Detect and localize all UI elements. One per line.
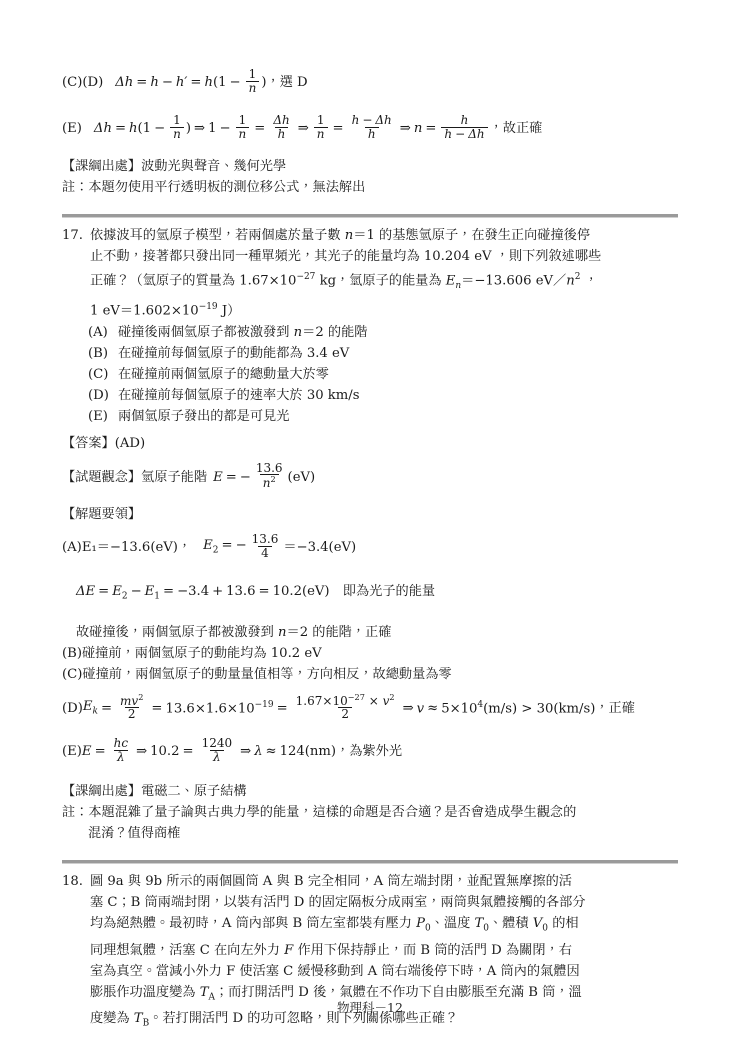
prev-e-seg1: Δh = h(1 − <box>93 121 166 137</box>
q18-line-3b: 、溫度 <box>430 916 471 932</box>
q18-line-2: 塞 C；B 筒兩端封閉，以裝有活門 D 的固定隔板分成兩室，兩筒與氣體接觸的各部分 <box>90 895 586 911</box>
prev-e-conclusion: ，故正確 <box>489 121 543 137</box>
q17-stem-line-3: 正確？（氫原子的質量為 $1.67\times 10^{-27}$ kg，氫原子的能量為 $E_n=-13.606$ $eV/n^2$ ， <box>90 272 598 292</box>
q17-solution-d-f2-num: $1.67\times 10^{-27} \times v^2$ <box>295 691 395 708</box>
prev-e-f2-den: n <box>236 127 250 141</box>
q17-note-text-line1: 本題混雜了量子論與古典力學的能量，這樣的命題是否合適？是否會造成學生觀念的 <box>88 805 577 821</box>
prev-e-fraction-5 <box>349 114 395 140</box>
q17-concept-fraction-den: $n^2$ <box>260 474 279 490</box>
q17-solution-e-lhs: E = <box>81 743 106 759</box>
prev-e-fraction-4 <box>314 114 328 140</box>
prev-choice-cd-expr-lhs: Δh = h − h′ = h(1 − <box>115 74 241 90</box>
q17-solution-e-fraction-2 <box>199 737 236 763</box>
q17-solution-d-f1-den: 2 <box>125 707 139 721</box>
prev-e-fraction-1 <box>170 114 184 140</box>
prev-choice-e-line <box>62 113 678 142</box>
q17-solution-d-line: (D) $E_k$ = $\frac{mv^2}{2}$ = $13.6\times 1.6\times 10^{-19}$ = $\frac{1.67\times 10^{-27} \times v^2}{2}$ ⇒ $v \approx 5\times 10^4(m/s) > 30(km/s)$ ，正確 <box>62 691 635 722</box>
q18-line-7b: 。若打開活門 D 的功可忽略，則下列關係哪些正確？ <box>149 1011 459 1027</box>
q17-solution-a-line <box>62 532 678 561</box>
q18-line-4a: 同理想氣體，活塞 C 在向左外力 <box>90 942 280 958</box>
q17-solution-e-rhs: ⇒ λ ≈ 124(nm) <box>240 743 337 759</box>
prev-choice-cd-label: (C)(D) <box>62 74 104 90</box>
q17-choice-d-text: 在碰撞前每個氫原子的速率大於 30 km/s <box>118 387 360 403</box>
q17-answer-row <box>62 433 678 454</box>
prev-e-seg2: ) ⇒ 1 − <box>185 121 231 137</box>
q17-solution-d-eq4: ⇒ $v \approx 5\times 10^4(m/s) > 30(km/s)$ <box>402 699 596 717</box>
q18-line-4b: 作用下保持靜止，而 B 筒的活門 D 為關閉，右 <box>297 942 572 958</box>
q17-concept-label: 【試題觀念】 <box>62 469 142 485</box>
q17-choice-a[interactable] <box>62 322 678 343</box>
q17-note-label: 註： <box>62 805 89 821</box>
q18-line-3c: 、體積 <box>489 916 529 932</box>
q17-answer-value: (AD) <box>114 435 146 451</box>
q17-choice-b[interactable] <box>62 343 678 364</box>
q17-stem-line-4b: J） <box>221 303 241 319</box>
q17-choice-b-label: (B) <box>88 345 108 361</box>
q17-choice-d-label: (D) <box>88 387 109 403</box>
prev-e-f4-den: n <box>314 127 328 141</box>
q17-solution-e-f2-den: λ <box>210 750 224 764</box>
page-content <box>62 67 678 1035</box>
prev-note-row <box>62 177 678 198</box>
prev-choice-cd-expr-rhs: ) <box>261 74 267 90</box>
question-17 <box>62 225 678 321</box>
question-17-stem <box>90 225 678 321</box>
q17-solution-d-conclusion: ，正確 <box>595 700 635 716</box>
prev-e-fraction-6 <box>441 114 487 140</box>
q17-solution-a-concl-part1: 故碰撞後，兩個氫原子都被激發到 <box>76 624 274 640</box>
q17-solution-a-e2-lhs: $E_2$ = − <box>203 538 247 556</box>
prev-cd-fraction <box>246 68 260 94</box>
prev-note-text: 本題勿使用平行透明板的測位移公式，無法解出 <box>88 180 366 196</box>
prev-cd-fraction-denominator: n <box>246 81 260 95</box>
q18-line-7: 度變為 $T_B$。若打開活門 D 的功可忽略，則下列關係哪些正確？ <box>90 1011 459 1030</box>
q17-stem-line-1b: ＝1 的基態氫原子，在發生正向碰撞後停 <box>353 228 591 244</box>
prev-e-seg5: = <box>332 121 344 137</box>
q17-solution-e-f1-den: λ <box>114 750 128 764</box>
q17-answer-label: 【答案】 <box>62 435 115 451</box>
q17-concept-fraction-num: 13.6 <box>255 460 283 475</box>
q18-line-6a: 膨脹作功溫度變為 <box>90 984 196 1000</box>
q17-choice-a-text-part2: ＝2 的能階 <box>302 324 368 340</box>
q17-concept-formula-lhs: E = − <box>213 469 251 485</box>
q17-solution-a-delta-line: $\Delta E = E_2 - E_1 = -3.4 + 13.6 = 10.2(eV)$ 即為光子的能量 <box>76 584 436 602</box>
prev-e-f3-num: Δh <box>273 113 290 128</box>
q17-solution-a-fraction-num: 13.6 <box>251 532 279 547</box>
prev-e-f6-den: h − Δh <box>441 127 487 141</box>
page-footer: 物理科－12 <box>337 1000 403 1015</box>
prev-cd-fraction-numerator: 1 <box>248 67 257 82</box>
q17-stem-line-4: 1 $eV=1.602\times 10^{-19}$ J） <box>90 302 241 319</box>
q18-line-3: 均為絕熱體。最初時，A 筒內部與 B 筒左室都裝有壓力 $P_0$、溫度 $T_0$、體積 $V_0$ 的相 <box>90 916 579 934</box>
q18-line-4: 同理想氣體，活塞 C 在向左外力 F 作用下保持靜止，而 B 筒的活門 D 為關閉，右 <box>90 942 572 958</box>
prev-syllabus-line: 【課綱出處】波動光與聲音、幾何光學 <box>62 159 287 175</box>
q17-choice-e[interactable] <box>62 406 678 427</box>
q17-solution-a-fraction <box>249 533 282 559</box>
q17-concept-formula-rhs: (eV) <box>287 469 316 485</box>
q17-stem-line-2: 止不動，接著都只發出同一種單頻光，其光子的能量均為 10.204 eV ，則下列敘述哪些 <box>90 249 602 265</box>
question-17-number: 17. <box>62 228 83 244</box>
q17-solution-d-f2-den: 2 <box>338 707 352 721</box>
q17-choice-c-label: (C) <box>88 366 109 382</box>
q17-solution-e-mid: ⇒ 10.2 = <box>136 743 194 759</box>
q17-solution-a-e2-rhs: ＝−3.4(eV) <box>283 539 357 555</box>
q17-choice-c[interactable] <box>62 364 678 385</box>
q17-solution-d-ek: $E_k$ <box>82 699 98 717</box>
question-18-number: 18. <box>62 874 83 890</box>
q17-concept-text: 氫原子能階 <box>141 469 208 485</box>
prev-e-f5-den: h <box>365 127 379 141</box>
q17-choice-e-text: 兩個氫原子發出的都是可見光 <box>118 408 290 424</box>
q18-line-6b: ；而打開活門 D 後，氣體在不作功下自由膨脹至充滿 B 筒，溫 <box>214 984 582 1000</box>
prev-e-f1-num: 1 <box>173 113 181 128</box>
q17-solution-b: (B)碰撞前，兩個氫原子的動能均為 10.2 eV <box>62 645 322 661</box>
prev-e-f5-num: h − Δh <box>351 113 392 128</box>
q17-concept-fraction <box>253 462 286 490</box>
q17-solution-e-line <box>62 736 678 765</box>
q17-stem-line-3b: kg，氫原子的能量為 <box>319 273 442 289</box>
q17-solution-e-f1-num: hc <box>113 736 129 751</box>
q17-stem-line-4a: 1 eV＝1.602×10 <box>90 303 199 319</box>
prev-e-f3-den: h <box>275 127 289 141</box>
q17-note-row <box>62 802 678 823</box>
q17-choice-a-label: (A) <box>88 324 108 340</box>
prev-note-label: 註： <box>62 180 89 196</box>
q17-stem-line-3a: 正確？（氫原子的質量為 1.67×10 <box>90 273 297 289</box>
q17-stem-line-3c: ＝−13.606 eV／ <box>461 273 567 289</box>
prev-e-f2-num: 1 <box>238 113 247 128</box>
q18-line-5: 室為真空。當減小外力 F 使活塞 C 緩慢移動到 A 筒右端後停下時，A 筒內的氣體因 <box>90 963 580 979</box>
q18-line-7a: 度變為 <box>90 1011 130 1027</box>
q17-solution-d-prefix: (D) <box>62 700 83 716</box>
q17-choice-c-text: 在碰撞前兩個氫原子的總動量大於零 <box>118 366 329 382</box>
q17-solution-d-fraction-1 <box>117 693 146 721</box>
q17-solution-e-fraction-1 <box>111 737 131 763</box>
q17-solution-e-prefix: (E) <box>62 743 82 759</box>
q17-solution-a-prefix: (A)E₁＝−13.6(eV)， <box>62 539 192 555</box>
prev-e-seg4: ⇒ <box>297 121 309 137</box>
q17-solution-label: 【解題要領】 <box>62 506 142 522</box>
q17-solution-d-f1-num: $mv^2$ <box>120 691 144 708</box>
prev-e-fraction-3 <box>270 114 292 140</box>
q17-syllabus-line: 【課綱出處】電磁二、原子結構 <box>62 784 247 800</box>
q17-choice-d[interactable] <box>62 385 678 406</box>
prev-e-f4-num: 1 <box>316 113 325 128</box>
q17-solution-a-fraction-den: 4 <box>258 546 272 560</box>
q17-solution-a-conclusion: 故碰撞後，兩個氫原子都被激發到 n＝2 的能階，正確 <box>76 624 392 640</box>
q17-note-text-line2: 混淆？值得商榷 <box>88 826 181 842</box>
prev-e-f6-num: h <box>460 113 469 128</box>
prev-e-f1-den: n <box>170 127 184 141</box>
q17-concept-row <box>62 460 678 492</box>
q17-choice-b-text: 在碰撞前每個氫原子的動能都為 3.4 eV <box>118 345 350 361</box>
q18-line-3a: 均為絕熱體。最初時，A 筒內部與 B 筒左室都裝有壓力 <box>90 916 412 932</box>
q17-solution-d-eq2: = $13.6\times 1.6\times 10^{-19}$ <box>151 699 274 717</box>
prev-choice-cd-conclusion: ，選 D <box>266 74 308 90</box>
q17-stem-line-1a: 依據波耳的氫原子模型，若兩個處於量子數 <box>90 228 341 244</box>
q17-stem-line-1: 依據波耳的氫原子模型，若兩個處於量子數 n＝1 的基態氫原子，在發生正向碰撞後停 <box>90 228 591 244</box>
q17-solution-c: (C)碰撞前，兩個氫原子的動量量值相等，方向相反，故總動量為零 <box>62 666 452 682</box>
prev-e-seg3: = <box>254 121 266 137</box>
q17-solution-d-fraction-2 <box>293 693 398 721</box>
q17-choice-e-label: (E) <box>88 408 108 424</box>
q17-solution-a-concl-part2: ＝2 的能階，正確 <box>286 624 392 640</box>
q17-solution-e-f2-num: 1240 <box>201 736 233 751</box>
q17-choice-a-text-part1: 碰撞後兩個氫原子都被激發到 <box>118 324 290 340</box>
prev-choice-e-label: (E) <box>62 121 82 137</box>
q18-line-1: 圖 9a 與 9b 所示的兩個圓筒 A 與 B 完全相同，A 筒左端封閉，並配置無摩擦的活 <box>90 874 572 890</box>
prev-e-seg6: ⇒ n = <box>399 121 437 137</box>
prev-e-fraction-2 <box>236 114 250 140</box>
q17-solution-e-conclusion: ，為紫外光 <box>336 743 403 759</box>
prev-choice-cd-line <box>62 67 678 96</box>
q18-line-6: 膨脹作功溫度變為 $T_A$；而打開活門 D 後，氣體在不作功下自由膨脹至充滿 B 筒，溫 <box>90 984 582 1003</box>
q17-choice-a-text: 碰撞後兩個氫原子都被激發到 n＝2 的能階 <box>118 324 368 340</box>
q18-line-3d: 的相 <box>552 916 579 932</box>
